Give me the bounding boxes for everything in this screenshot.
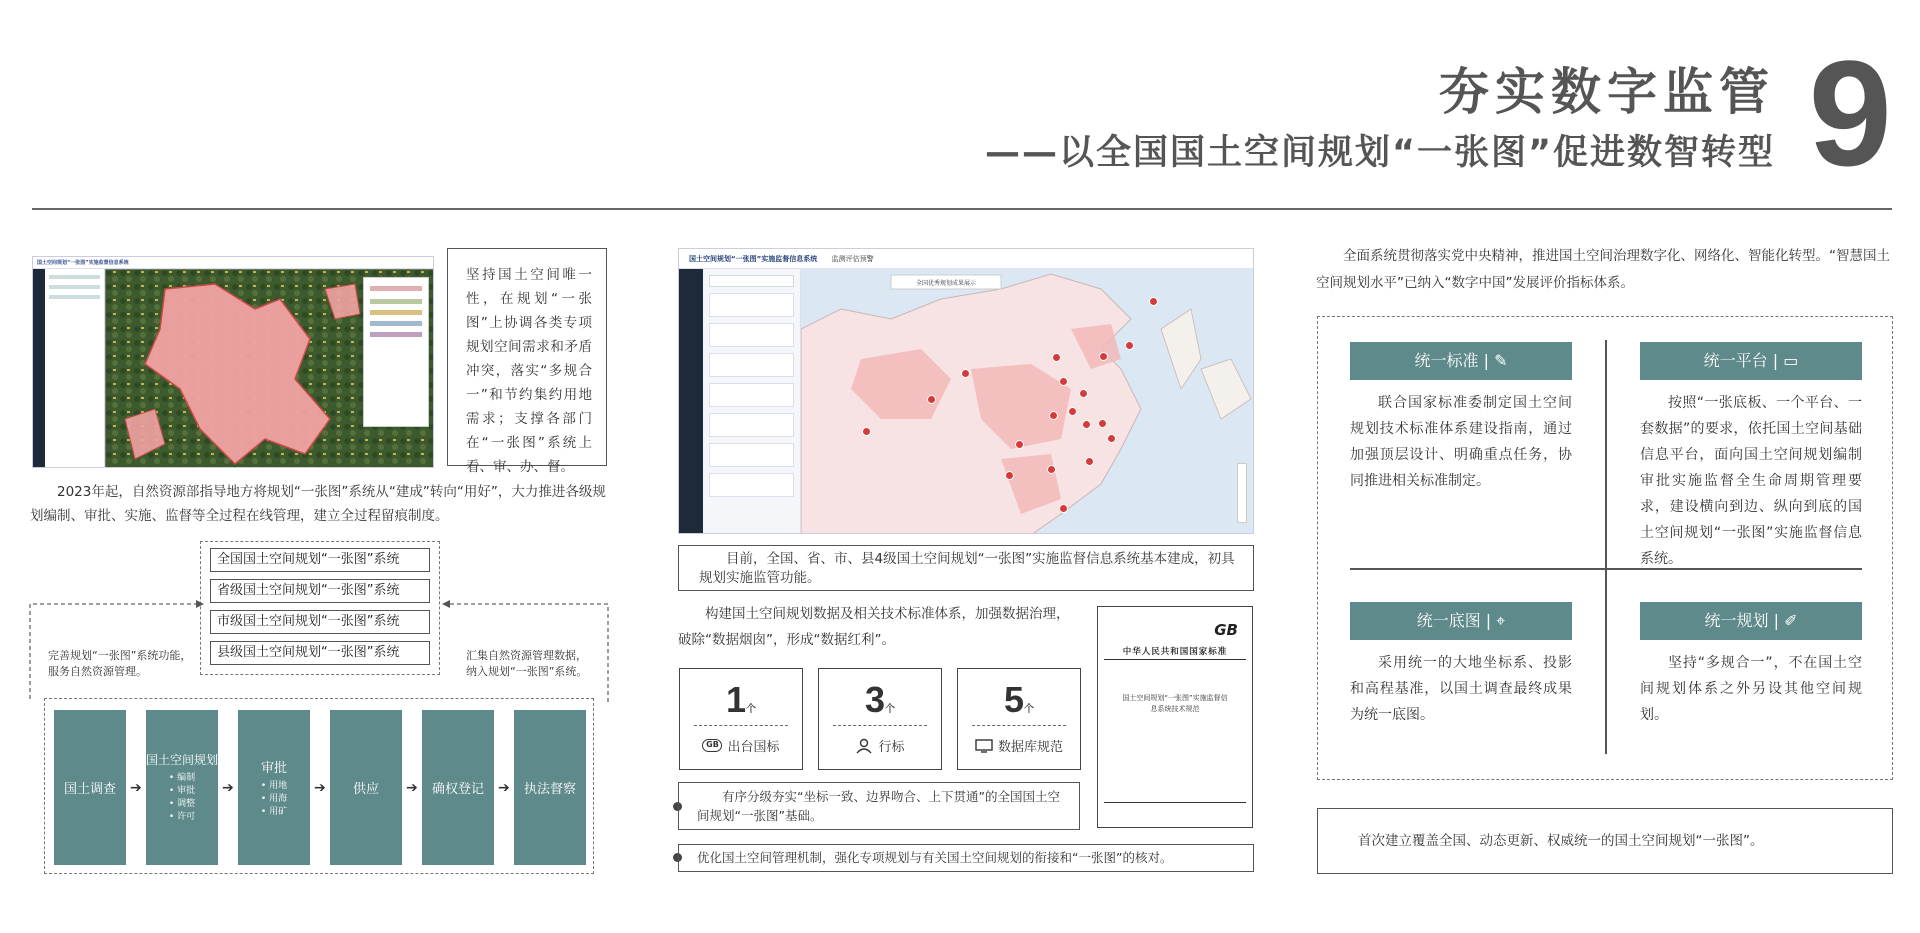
system-item-county: 县级国土空间规划“一张图”系统 xyxy=(210,641,430,665)
standard-document-cover[interactable] xyxy=(1097,606,1253,828)
screenshot-layer-panel xyxy=(45,269,105,467)
middle-status-text: 目前，全国、省、市、县4级国土空间规划“一张图”实施监督信息系统基本建成，初具规划实施监管功能。 xyxy=(699,551,1235,586)
flow-step-supervision: 执法督察 xyxy=(514,710,586,865)
map-marker[interactable] xyxy=(1085,457,1094,466)
map-marker[interactable] xyxy=(1052,353,1061,362)
middle-paragraph: 构建国土空间规划数据及相关技术标准体系，加强数据治理，破除“数据烟囱”，形成“数据红利”。 xyxy=(678,606,1070,648)
screenshot-list-panel xyxy=(703,269,801,533)
map-marker[interactable] xyxy=(1098,419,1107,428)
map-user-icon: ⌖ xyxy=(1496,611,1506,630)
middle-status-box xyxy=(678,545,1254,591)
middle-bullet-text-1: 有序分级夯实“坐标一致、边界吻合、上下贯通”的全国国土空间规划“一张图”基础。 xyxy=(697,789,1060,823)
quad-text-unified-planning: 坚持“多规合一”，不在国土空间规划体系之外另设其他空间规划。 xyxy=(1640,655,1862,723)
flow-arrow-3: ➔ xyxy=(314,780,326,796)
map-marker[interactable] xyxy=(927,395,936,404)
map-marker[interactable] xyxy=(1059,377,1068,386)
stat-card-national-standard: 1个 GB 出台国标 xyxy=(679,668,803,770)
gb-logo: GB xyxy=(1214,621,1238,639)
tag-unified-planning: 统一规划 | ✐ xyxy=(1640,602,1862,640)
flow-step-registration: 确权登记 xyxy=(422,710,494,865)
quad-text-unified-basemap: 采用统一的大地坐标系、投影和高程基准，以国土调查最终成果为统一底图。 xyxy=(1350,655,1572,723)
middle-bullet-box-1 xyxy=(678,782,1080,830)
map-marker[interactable] xyxy=(961,369,970,378)
map-marker[interactable] xyxy=(1047,465,1056,474)
map-title: 全国优秀规划成果展示 xyxy=(915,280,977,287)
header-divider xyxy=(32,208,1892,210)
flow-arrow-5: ➔ xyxy=(498,780,510,796)
left-system-screenshot xyxy=(32,256,434,468)
map-marker[interactable] xyxy=(1049,411,1058,420)
tag-unified-basemap: 统一底图 | ⌖ xyxy=(1350,602,1572,640)
screenshot-header: 国土空间规划“一张图”实施监督信息系统 监测评估预警 xyxy=(679,249,1253,269)
screenshot-sidenav xyxy=(33,269,45,467)
flow-arrow-1: ➔ xyxy=(130,780,142,796)
screenshot-tab-monitor[interactable]: 监测评估预警 xyxy=(831,255,874,263)
stat-card-industry-standard: 3个 行标 xyxy=(818,668,942,770)
map-marker[interactable] xyxy=(862,427,871,436)
map-marker[interactable] xyxy=(1079,389,1088,398)
flow-step-approval: 审批 • 用地 • 用海 • 用矿 xyxy=(238,710,310,865)
map-marker[interactable] xyxy=(1015,440,1024,449)
flow-step-survey: 国土调查 xyxy=(54,710,126,865)
tag-unified-platform: 统一平台 | ▭ xyxy=(1640,342,1862,380)
document-edit-icon: ✎ xyxy=(1494,351,1508,370)
system-item-city: 市级国土空间规划“一张图”系统 xyxy=(210,610,430,634)
quad-divider-vertical xyxy=(1605,340,1607,754)
left-intro-box xyxy=(447,248,607,475)
map-marker[interactable] xyxy=(1068,407,1077,416)
location-user-icon xyxy=(855,738,873,754)
system-item-provincial: 省级国土空间规划“一张图”系统 xyxy=(210,579,430,603)
flow-arrow-4: ➔ xyxy=(406,780,418,796)
flow-arrow-2: ➔ xyxy=(222,780,234,796)
text-edit-icon: ✐ xyxy=(1784,611,1798,630)
quad-text-unified-platform: 按照“一张底板、一个平台、一套数据”的要求，依托国土空间基础信息平台，面向国土空间规划编制审批实施监督全生命周期管理要求，建设横向到边、纵向到底的国土空间规划“一张图”实施监督信息系统。 xyxy=(1640,395,1862,567)
map-marker[interactable] xyxy=(1005,471,1014,480)
left-paragraph: 2023年起，自然资源部指导地方将规划“一张图”系统从“建成”转向“用好”，大力推进各级规划编制、审批、实施、监督等全过程在线管理，建立全过程留痕制度。 xyxy=(30,484,606,524)
page-number: 9 xyxy=(1808,29,1892,197)
screenshot-titlebar: 国土空间规划“一张图”实施监督信息系统 xyxy=(33,257,433,269)
left-intro-text: 坚持国土空间唯一性，在规划“一张图”上协调各类专项规划空间需求和矛盾冲突，落实“多规合一”和节约集约用地需求；支撑各部门在“一张图”系统上看、审、办、督。 xyxy=(466,267,592,475)
system-item-national: 全国国土空间规划“一张图”系统 xyxy=(210,548,430,572)
flow-step-planning: 国土空间规划 • 编制 • 审批 • 调整 • 许可 xyxy=(146,710,218,865)
stat-card-database-spec: 5个 数据库规范 xyxy=(957,668,1081,770)
doc-issuer: 中华人民共和国国家标准 xyxy=(1122,647,1228,657)
tag-unified-standard: 统一标准 | ✎ xyxy=(1350,342,1572,380)
right-intro: 全面系统贯彻落实党中央精神，推进国土空间治理数字化、网络化、智能化转型。“智慧国土空间规划水平”已纳入“数字中国”发展评价指标体系。 xyxy=(1316,248,1890,291)
right-footer-text: 首次建立覆盖全国、动态更新、权威统一的国土空间规划“一张图”。 xyxy=(1358,833,1764,849)
map-marker[interactable] xyxy=(1059,504,1068,513)
map-marker[interactable] xyxy=(1099,352,1108,361)
doc-title: 国土空间规划“一张图”实施监督信息系统技术规范 xyxy=(1122,694,1228,713)
middle-system-screenshot xyxy=(678,248,1254,534)
note-right: 汇集自然资源管理数据，纳入规划“一张图”系统。 xyxy=(466,649,588,678)
map-marker[interactable] xyxy=(1082,420,1091,429)
note-left: 完善规划“一张图”系统功能，服务自然资源管理。 xyxy=(48,649,192,678)
right-footer-box xyxy=(1317,808,1893,874)
map-zoom-control[interactable] xyxy=(1237,463,1247,523)
monitor-icon: ▭ xyxy=(1783,351,1799,370)
china-map[interactable] xyxy=(801,269,1254,534)
flow-step-supply: 供应 xyxy=(330,710,402,865)
screenshot-sidenav xyxy=(679,269,703,533)
map-marker[interactable] xyxy=(1149,297,1158,306)
middle-bullet-text-2: 优化国土空间管理机制，强化专项规划与有关国土空间规划的衔接和“一张图”的核对。 xyxy=(697,850,1173,865)
map-marker[interactable] xyxy=(1107,434,1116,443)
page-subtitle: ——以全国国土空间规划“一张图”促进数智转型 xyxy=(984,133,1775,173)
page-title: 夯实数字监管 xyxy=(1439,63,1775,121)
screenshot-legend-panel xyxy=(363,277,429,427)
database-screen-icon xyxy=(975,739,993,753)
map-marker[interactable] xyxy=(1125,341,1134,350)
quad-text-unified-standard: 联合国家标准委制定国土空间规划技术标准体系建设指南，通过加强顶层设计、明确重点任务，协同推进相关标准制定。 xyxy=(1350,395,1572,489)
middle-bullet-box-2 xyxy=(678,844,1254,872)
gb-icon: GB xyxy=(702,739,722,752)
